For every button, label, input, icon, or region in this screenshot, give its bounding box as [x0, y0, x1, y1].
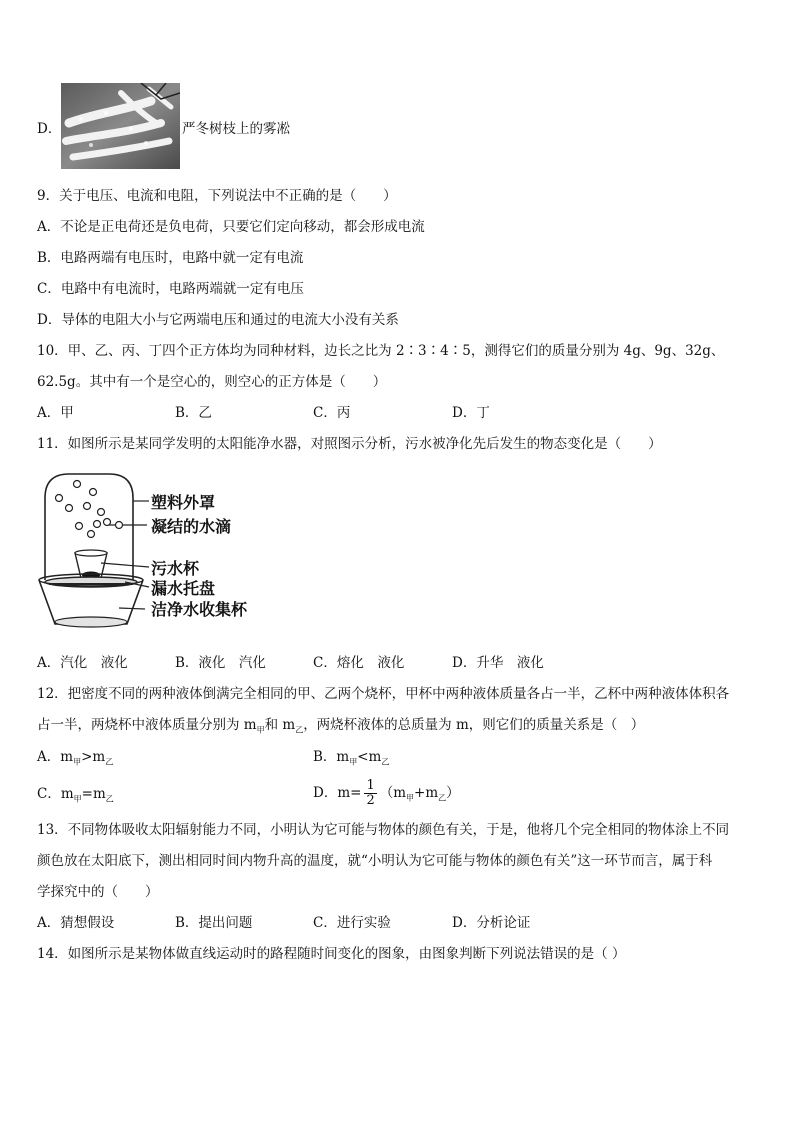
q10-stem-line2: 62.5g。其中有一个是空心的，则空心的正方体是（ ）: [37, 374, 387, 390]
q9-stem: 9．关于电压、电流和电阻，下列说法中不正确的是（ ）: [37, 188, 397, 204]
label-drip-tray: 漏水托盘: [151, 579, 216, 598]
water-droplets: [56, 481, 111, 538]
q13-option-c: C．进行实验: [313, 915, 391, 931]
frost-branch-image: [61, 83, 180, 169]
q12-option-d: D．m= $\frac{1}{2}$ $(m_甲+m_乙)$: [313, 778, 460, 808]
q10-option-d: D．丁: [452, 405, 490, 421]
q12-stem-line2: 占一半，两烧杯中液体质量分别为 $m_甲$和 $m_乙$，两烧杯液体的总质量为 m，则它们的质量关系是（ ）: [37, 717, 645, 735]
q10-option-b: B．乙: [175, 405, 212, 421]
q13-stem-line3: 学探究中的（ ）: [37, 884, 159, 900]
q13-option-d: D．分析论证: [452, 915, 531, 931]
q9-option-a: A．不论是正电荷还是负电荷，只要它们定向移动，都会形成电流: [37, 219, 425, 235]
q10-option-c: C．丙: [313, 405, 351, 421]
label-dirty-water-cup: 污水杯: [151, 559, 200, 578]
q9-option-c: C．电路中有电流时，电路两端就一定有电压: [37, 281, 304, 297]
q9-option-b: B．电路两端有电压时，电路中就一定有电流: [37, 250, 304, 266]
q8-option-d-caption: 严冬树枝上的雾凇: [182, 121, 290, 137]
q11-option-c: C．熔化 液化: [313, 655, 405, 671]
q13-stem-line2: 颜色放在太阳底下，测出相同时间内物升高的温度，就“小明认为它可能与物体的颜色有关”这一环节而言，属于科: [37, 853, 713, 869]
label-plastic-cover: 塑料外罩: [151, 493, 216, 512]
q12-stem-line1: 12．把密度不同的两种液体倒满完全相同的甲、乙两个烧杯，甲杯中两种液体质量各占一半，乙杯中两种液体体积各: [37, 686, 730, 702]
solar-water-purifier-figure: [35, 468, 275, 638]
q11-option-a: A．汽化 液化: [37, 655, 128, 671]
q12-option-b: B．$m_甲<m_乙$: [313, 749, 390, 767]
q13-option-b: B．提出问题: [175, 915, 253, 931]
q13-stem-line1: 13．不同物体吸收太阳辐射能力不同，小明认为它可能与物体的颜色有关，于是，他将几个完全相同的物体涂上不同: [37, 822, 730, 838]
q12-option-a: A．$m_甲>m_乙$: [37, 749, 114, 767]
q11-stem: 11．如图所示是某同学发明的太阳能净水器，对照图示分析，污水被净化先后发生的物态变化是（ ）: [37, 436, 662, 452]
q10-option-a: A．甲: [37, 405, 74, 421]
q10-stem-line1: 10．甲、乙、丙、丁四个正方体均为同种材料，边长之比为 2∶3∶4∶5，测得它们的质量分别为 4g、9g、32g、: [37, 343, 725, 359]
label-condensed-droplets: 凝结的水滴: [151, 517, 232, 536]
q11-option-b: B．液化 汽化: [175, 655, 266, 671]
q13-option-a: A．猜想假设: [37, 915, 115, 931]
label-clean-water-cup: 洁净水收集杯: [151, 600, 248, 619]
q11-option-d: D．升华 液化: [452, 655, 544, 671]
fraction-one-half: $\frac{1}{2}$: [366, 778, 375, 808]
q9-option-d: D．导体的电阻大小与它两端电压和通过的电流大小没有关系: [37, 312, 399, 328]
q12-option-c: C．$m_甲=m_乙$: [37, 786, 114, 804]
q8-option-d-label: D．: [37, 121, 62, 137]
q14-stem: 14．如图所示是某物体做直线运动时的路程随时间变化的图象，由图象判断下列说法错误的是（ ）: [37, 946, 626, 962]
